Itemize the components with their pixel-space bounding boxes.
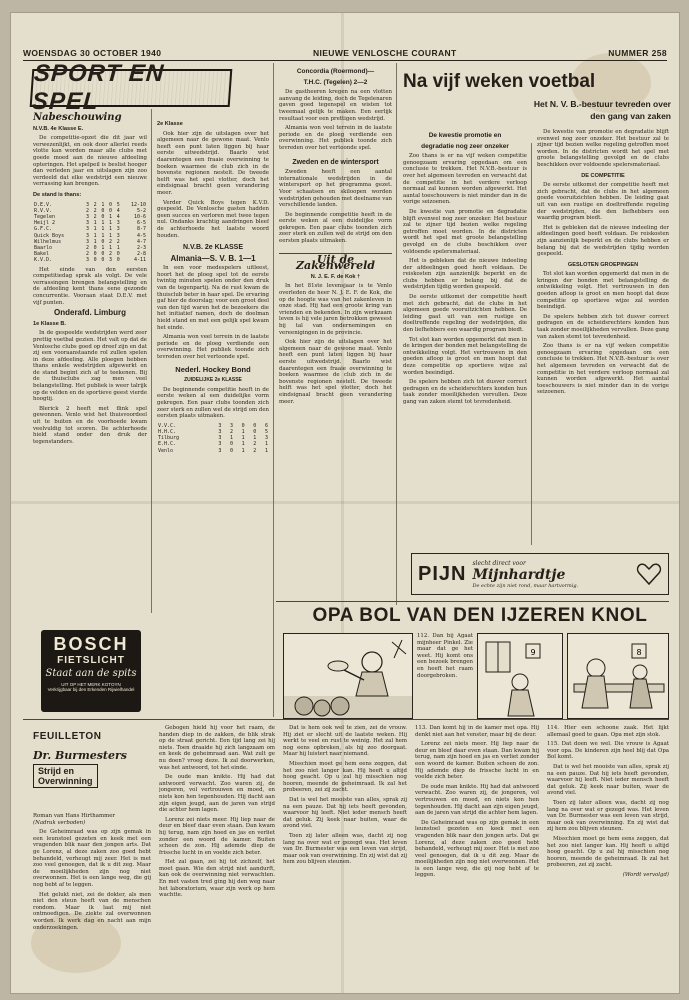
- concordia-heading-2: T.H.C. (Tegelen) 2—2: [303, 78, 368, 86]
- hockey-standings-table: [157, 423, 269, 454]
- standings-value: 1: [116, 244, 120, 251]
- sport-banner: SPORT EN SPEL: [30, 69, 233, 107]
- comic-panel-3: [567, 633, 669, 719]
- standings-value: 0: [101, 257, 105, 264]
- standings-value: 3: [218, 441, 222, 448]
- standings-title: De stand is thans:: [33, 191, 82, 198]
- standings-value: 1: [101, 220, 105, 227]
- voetbal-column-1: [403, 129, 527, 547]
- standings-value: 3: [218, 447, 222, 454]
- feuilleton-text-8b: Toen zij later alleen was, dacht zij nog lang na over wat er gezegd was. Het leven van Dr. Burmester was een leven van strijd, maar ook van overwinning. En zij wist dat zij hem zou blijven steunen.: [547, 799, 669, 833]
- feuilleton-text-2b: De oude man knikte. Hij had dat antwoord verwacht. Zoo waren zij, de jongeren, vol vertrouwen en moed, en niets kon hen tegenhouden. Hij dacht aan zijn eigen jeugd, aan de jaren van strijd die achter hem lagen.: [159, 774, 275, 814]
- sport-column-2: [157, 117, 269, 717]
- standings-value: 1: [229, 435, 233, 442]
- concordia-text: De gastheeren kregen na een vlotten aanvang de leiding, doch de Tegelenaren gaven goed tegenspel en wisten tot tweemaal gelijk te maken. Een eerlijk resultaat voor een prettigen wedstrijd.: [279, 89, 392, 122]
- standings-value: 0: [101, 238, 105, 245]
- standings-value: 3: [218, 435, 222, 442]
- standings-value: 3: [218, 428, 222, 435]
- standings-value: 4-5: [136, 232, 146, 239]
- comic-panel-number: 9: [530, 648, 536, 657]
- standings-value: 3: [116, 220, 120, 227]
- standings-value: 2: [85, 207, 89, 214]
- standings-value: 3: [109, 257, 113, 264]
- standings-value: 1: [109, 244, 113, 251]
- standings-value: 1: [93, 238, 97, 245]
- standings-value: 0: [253, 428, 257, 435]
- standings-team: E.H.C.: [158, 441, 177, 448]
- standings-value: 2-8: [136, 251, 146, 258]
- column-rule: [396, 63, 397, 605]
- almania-result-heading: Almania—S. V. B. 1—1: [170, 253, 256, 263]
- concordia-heading: Concordia (Roermond)—: [296, 68, 375, 75]
- standings-value: 1: [109, 220, 113, 227]
- standings-value: 1: [109, 232, 113, 239]
- klasse-2-heading: 2e Klasse: [157, 121, 183, 127]
- section-rule: [276, 601, 669, 602]
- voetbal-subheadline-1: Het N. V. B.-bestuur tevreden over: [533, 99, 671, 109]
- klasse-2-text: Ook hier zijn de uitslagen over het algemeen naar de gewone maat. Venlo heeft een punt laten liggen bij haar eerste uitwedstrijd. Baarlo wist daarentegen een fraaie overwinning te boeken waarmee de club zich in de bovenste regionen nestelt. De tweede helft was het spel vlotter, doch het eindsignaal bracht geen verandering meer.: [157, 130, 269, 196]
- column-rule: [531, 143, 532, 545]
- standings-value: 5: [116, 201, 120, 208]
- standings-team: R.V.V.: [34, 207, 53, 214]
- standings-value: 1: [241, 428, 245, 435]
- onderafd-text-2: Blerick 2 heeft met flink spel gewonnen. Venlo wist het thuisvoordeel uit te buiten en de voorhoede kwam veelvuldig tot scoren. De achterhoede hield stand onder den druk der tegenstanders.: [33, 405, 147, 445]
- onderafd-subheading: 1e Klasse B.: [33, 320, 66, 327]
- standings-team: Tilburg: [158, 435, 180, 442]
- voetbal-text-1b: Zoo thans is er na vijf weken competitie genoegzaam ervaring opgedaan om een conclusie te trekken. Het N.V.B.-bestuur is over het algemeen tevreden en verwacht dat de competitie in het verdere verloop normaal zal kunnen worden afgewerkt. Het aantal toeschouwers is niet minder dan in de vorige seizoenen.: [537, 343, 669, 396]
- nabeschouwing-subheading: N.V.B. 4e Klasse E.: [33, 125, 84, 132]
- voetbal-text-2b: De kwestie van promotie en degradatie blijft evenwel nog zeer onzeker. Het bestuur zal te zijner tijd bezien welke regeling getroffen moet worden. In de districten wordt het spel met groote belangstelling gevolgd en de clubs beschikken over voldoende spelersmateriaal.: [537, 129, 669, 168]
- standings-table: [33, 202, 147, 264]
- standings-value: 3: [85, 232, 89, 239]
- hockey-heading: Nederl. Hockey Bond: [175, 364, 251, 374]
- standings-value: 8-7: [136, 226, 146, 233]
- hockey-text: De beginnende competitie heeft in de eerste weken al een duidelijke vorm gekregen. Een paar clubs toonden zich zeer sterk en zullen wel de strijd om den eersten plaats uitmaken.: [157, 386, 269, 420]
- voetbal-text-5b: Tot slot kan worden opgemerkt dat men in de kringen der bonden met belangstelling de ontwikkeling volgt. Het vertrouwen in den goeden afloop is groot en men hoopt dat deze competitie op sportieve wijze zal worden beeindigd.: [537, 271, 669, 311]
- voetbal-text-3: Het is gebleken dat de nieuwe indeeling der afdeelingen goed heeft voldaan. De reiskosten zijn aanzienlijk beperkt en de clubs hebben er belang bij dat de wedstrijden tijdig worden gespeeld.: [403, 258, 527, 291]
- sport-column-3: [279, 65, 392, 595]
- heart-tablet-icon: [636, 562, 662, 586]
- pijn-tagline: De echte zijn niet rond, maar hartvormig.: [472, 582, 579, 589]
- standings-value: 2: [109, 251, 113, 258]
- bosch-fietslicht-ad: [41, 630, 141, 712]
- voetbal-text-6b: De spelers hebben zich tot dusver correct gedragen en de scheidsrechters konden hun taak zonder moeilijkheden vervullen. Deze gang van zaken stemt tot tevredenheid.: [537, 313, 669, 340]
- nabeschouwing-text-2: Het einde van den eersten competitiedag sprak als volgt. De vele verrassingen brengen belangstelling en de afdeeling kent thans eene gezonde concurrentie. Vooraan staat D.E.V. met vijf punten.: [33, 266, 147, 306]
- standings-value: 12-10: [130, 201, 146, 208]
- nvb-2e-klasse-heading: N.V.B. 2e KLASSE: [182, 244, 244, 252]
- standings-value: 1: [109, 213, 113, 220]
- standings-value: 0: [229, 441, 233, 448]
- comic-caption-113: 113. Dan komt hij in de kamer met opa. Hij denkt niet aan het venster, maar bij de deur.: [415, 725, 539, 738]
- standings-value: 2: [253, 447, 257, 454]
- standings-value: 3: [116, 232, 120, 239]
- standings-team: Baarlo: [34, 244, 53, 251]
- zakenwereld-text-2: Ook hier zijn de uitslagen over het algemeen naar de gewone maat. Venlo heeft een punt laten liggen bij haar eerste uitwedstrijd. Baarlo wist daarentegen een fraaie overwinning te boeken waarmee de club zich in de bovenste regionen nestelt. De tweede helft was het spel vlotter, doch het eindsignaal bracht geen verandering meer.: [279, 339, 392, 405]
- feuilleton-vervolg: (Wordt vervolgd): [622, 871, 669, 878]
- standings-value: 5-2: [136, 207, 146, 214]
- standings-value: 0: [116, 251, 120, 258]
- zweden-heading: Zweden en de wintersport: [292, 158, 379, 166]
- kwestie-heading-1: De kwestie promotie en: [428, 132, 502, 139]
- sport-column-1: [33, 111, 147, 621]
- standings-value: 6-5: [136, 220, 146, 227]
- standings-team: Heijl 2: [34, 220, 56, 227]
- voetbal-text-6: De spelers hebben zich tot dusver correct gedragen en de scheidsrechters konden hun taak zonder moeilijkheden vervullen. Deze gang van zaken stemt tot tevredenheid.: [403, 379, 527, 405]
- feuilleton-column-1: [33, 813, 151, 989]
- feuilleton-column-3: [283, 725, 407, 989]
- voetbal-text-4b: De eerste uitkomst der competitie heeft met zich gebracht, dat de clubs in het algemeen goede vooruitzichten hebben. De leiding gaat uit van een rustige en doeltreffende regeling der wedstrijden, die den liefhebbers een waardig program biedt.: [537, 182, 669, 222]
- standings-value: 2: [229, 428, 233, 435]
- standings-value: 2: [93, 201, 97, 208]
- voetbal-subheadline-2: den gang van zaken: [590, 111, 671, 121]
- comic-title: OPA BOL VAN DEN IJZEREN KNOL: [312, 605, 648, 626]
- bosch-dealer-line: Verkrijgbaar bij den Erkenden Rijwielhandel: [47, 687, 135, 692]
- comic-caption-115: 115. Dat doen we wel. Die vrouw is Agaat voor opa. De kinderen zijn heel blij dat Opa Bol komt.: [547, 741, 669, 761]
- feuilleton-column-2: [159, 725, 275, 989]
- onderafd-heading: Onderafd. Limburg: [54, 308, 126, 318]
- feuilleton-subtitle-1: Strijd en: [38, 766, 75, 776]
- almania-text-2: Almania won veel terrein in de laatste periode en de ploeg verdiende een overwinning. Het publiek toonde zich tevreden over het vertoonde spel.: [157, 334, 269, 360]
- standings-value: 1: [241, 441, 245, 448]
- standings-value: 0: [241, 422, 245, 429]
- mijnhardtje-ad: [411, 553, 669, 595]
- standings-value: 2: [93, 213, 97, 220]
- bosch-small-print: UIT OP HET MERK KOTOYN: [61, 682, 121, 687]
- voetbal-text-3b: Het is gebleken dat de nieuwe indeeling der afdeelingen goed heeft voldaan. De reiskosten zijn aanzienlijk beperkt en de clubs hebben er belang bij dat de wedstrijden tijdig worden gespeeld.: [537, 224, 669, 258]
- bosch-product: FIETSLICHT: [57, 655, 125, 666]
- competitie-heading: DE COMPETITIE: [581, 172, 625, 179]
- comic-panel-1: [283, 633, 413, 719]
- standings-value: 3: [264, 435, 268, 442]
- masthead-paper-name: NIEUWE VENLOSCHE COURANT: [312, 48, 457, 58]
- voetbal-text-4: De eerste uitkomst der competitie heeft met zich gebracht, dat de clubs in het algemeen goede vooruitzichten hebben. De leiding gaat uit van een rustige en doeltreffende regeling der wedstrijden, die den liefhebbers een waardig program biedt.: [403, 294, 527, 334]
- standings-team: D.E.V.: [34, 201, 53, 208]
- standings-value: 3: [85, 201, 89, 208]
- nabeschouwing-heading: Nabeschouwing: [33, 112, 122, 123]
- feuilleton-column-4: [415, 725, 539, 989]
- newspaper-page: [10, 12, 680, 994]
- standings-value: 1: [241, 435, 245, 442]
- zakenwereld-heading: Uit de Zakenwereld: [279, 253, 392, 270]
- standings-value: 1: [101, 201, 105, 208]
- standings-value: 2: [109, 238, 113, 245]
- standings-value: 6: [264, 422, 268, 429]
- zweden-text-2: De beginnende competitie heeft in de eerste weken al een duidelijke vorm gekregen. Een paar clubs toonden zich zeer sterk en zullen wel de strijd om den eersten plaats uitmaken.: [279, 211, 392, 245]
- standings-team: Bakel: [34, 251, 50, 258]
- standings-value: 1: [241, 447, 245, 454]
- standings-value: 4-7: [136, 238, 146, 245]
- standings-value: 1: [93, 232, 97, 239]
- comic-panel-number-2: 8: [636, 648, 642, 657]
- pijn-brand: Mijnhardtje: [472, 566, 566, 583]
- pijn-word: PIJN: [418, 562, 467, 585]
- almania-text: In een voor medespelers uitleest, hoort het de ploeg spel tot de eerste twintig minuten spelen onder den druk van de tegenpartij. Na de rust kwam de thuisclub beter in haar spel. De ervaring gaf hier de doorslag; voor een groot deel van den tijd waren het de bezoekers die het initiatief namen, doch de doelman hield stand en met een gelijk spel kwam het einde.: [157, 265, 269, 331]
- standings-value: 2: [116, 238, 120, 245]
- feuilleton-column-5: [547, 725, 669, 989]
- standings-value: 3: [85, 226, 89, 233]
- standings-team: V.V.C.: [158, 422, 177, 429]
- hockey-subheading: ZUIDELIJKE 2e KLASSE: [184, 377, 242, 384]
- standings-value: 0: [253, 422, 257, 429]
- feuilleton-text-4b: Misschien moet ge hem eens zeggen, dat het zoo niet langer kan. Hij heeft u altijd hoog geacht. Op u zal hij misschien nog hooren, meende de geheimraad. Ik zal het probeeren, zei zij zacht.: [283, 760, 407, 794]
- opa-bol-drawing-3: [568, 634, 669, 719]
- standings-value: 0: [109, 207, 113, 214]
- standings-value: 0: [109, 201, 113, 208]
- standings-team: G.F.C.: [34, 226, 53, 233]
- standings-team: Quick Boys: [34, 232, 65, 239]
- voetbal-text-2: De kwestie van promotie en degradatie blijft evenwel nog zeer onzeker. Het bestuur zal te zijner tijd bezien welke regeling getroffen moet worden. In de districten wordt het spel met groote belangstelling gevolgd en de clubs beschikken over voldoende spelersmateriaal.: [403, 208, 527, 255]
- standings-value: 0: [93, 257, 97, 264]
- standings-value: 1: [264, 447, 268, 454]
- masthead: [23, 43, 667, 61]
- feuilleton-title-block: [33, 749, 153, 809]
- feuilleton-text-3b: Het zal gaan, zei hij tot zichzelf, het moet gaan. Wie den strijd niet aandurft, kan ook de overwinning niet verwachten. En met vasten tred ging hij den weg naar het laboratorium, waar zijn werk op hem wachtte.: [159, 859, 275, 899]
- masthead-issue-number: NUMMER 258: [608, 48, 667, 58]
- column-rule: [151, 109, 152, 613]
- zakenwereld-text: In het 81ste levensjaar is te Venlo overleden de heer N. J. E. F. de Kok, die op de hoogte was van het zakenleven in onze stad. Hij had een groote kring van vrienden en bekenden. In zijn werkzaam leven is hij vele jaren betrokken geweest bij tal van ondernemingen en vereenigingen in de provincie.: [279, 283, 392, 336]
- pijn-claim: slecht direct voor: [472, 559, 526, 567]
- opa-bol-drawing-2: [478, 634, 563, 719]
- standings-value: 1: [93, 226, 97, 233]
- zakenwereld-subheading: N. J. E. F. de Kok †: [310, 273, 361, 280]
- feuilleton-text-1b: Het gelukt niet, zei de dokter, als men niet den steun heeft van de menschen rondom. Maar ik laat mij niet ontmoedigen. De ziekte zal overwonnen worden. Ik werk dag en nacht aan mijn onderzoekingen.: [33, 891, 151, 931]
- standings-team: H.H.C.: [158, 428, 177, 435]
- standings-row: [157, 448, 269, 454]
- section-rule: [23, 719, 669, 720]
- standings-value: 4: [116, 207, 120, 214]
- standings-value: 3: [116, 226, 120, 233]
- standings-team: Venlo: [158, 447, 174, 454]
- standings-value: 0: [101, 213, 105, 220]
- standings-value: 3: [85, 238, 89, 245]
- klasse-2-text-2: Verder Quick Boys tegen K.V.D. gespeeld. De Venlosche gasten hadden geen succes en verloren met twee tegen nul. Ondanks krachtig aandringen bleef de achterhoede het laatste woord houden.: [157, 199, 269, 239]
- nabeschouwing-text: De competitie-opzet die dit jaar wil verwezenlijkt, en ook door allerlei reeds vlotte kan worden maar alle clubs met goede moed aan de nieuwe afdeeling opteringen. Het spelpeil is beslist hooger dan verleden jaar en uitslagen zijn zoo verdeeld dat elke wedstrijd een nieuwe verrassing kan brengen.: [33, 135, 147, 188]
- concordia-text-2: Almania won veel terrein in de laatste periode en de ploeg verdiende een overwinning. Het publiek toonde zich tevreden over het vertoonde spel.: [279, 125, 392, 151]
- masthead-date: WOENSDAG 30 OCTOBER 1940: [23, 48, 162, 58]
- standings-team: Tegelen: [34, 213, 56, 220]
- standings-value: 3: [85, 257, 89, 264]
- standings-value: 0: [116, 257, 120, 264]
- comic-caption-112: 112. Dan bij Agaat mijnheer Pinkel. Zie maar dat ge het weet. Hij komt ons een bezoek brengen en heeft het raam doorgebroken.: [417, 633, 473, 679]
- feuilleton-text-6: Lorenz zei niets meer. Hij liep naar de deur en bleef daar even staan. Dan kwam hij terug, nam zijn hoed en jas en verliet zonder een woord de kamer. Buiten scheen de zon. Hij ademde diep de frissche lucht in en voelde zich beter.: [415, 741, 539, 781]
- standings-value: 1: [101, 244, 105, 251]
- voetbal-headline: Na vijf weken voetbal: [403, 71, 596, 92]
- feuilleton-text-3: Lorenz zei niets meer. Hij liep naar de deur en bleef daar even staan. Dan kwam hij terug, nam zijn hoed en jas en verliet zonder een woord de kamer. Buiten scheen de zon. Hij ademde diep de frissche lucht in en voelde zich beter.: [159, 816, 275, 856]
- zweden-text: Zweden heeft een aantal internationale wedstrijden in de wintersport op het programma gezet. Voor schaatsen en skiloopen worden wedstrijden gehouden met deelname van verschillende landen.: [279, 169, 392, 209]
- standings-value: 5: [264, 428, 268, 435]
- feuilleton-subtitle-2: Overwinning: [38, 776, 93, 786]
- feuilleton-text-1: De Geheimraad was op zijn gemak in een leunstoel gezeten en keek met een vragenden blik naar den jongen arts. Dat ge Lorenz, al deze zaken zoo goed hebt behandeld, verheugt mij zeer. Het is met zoo veel genoegen, dat ik u dit zeg. Maar de moeilijkheden zijn nog niet overwonnen. Het is een lange weg, die gij nog hebt af te leggen.: [33, 829, 151, 888]
- standings-value: 2: [85, 251, 89, 258]
- feuilleton-text-4: Dat is hem ook wel te zien, zei de vrouw. Hij ziet er slecht uit de laatste weken. Hij werkt te veel en rust te weinig. Het zal hem nog eens opbreken, als hij zoo doorgaat. Maar hij luistert naar niemand.: [283, 725, 407, 758]
- feuilleton-text-7: De Geheimraad was op zijn gemak in een leunstoel gezeten en keek met een vragenden blik naar den jongen arts. Dat ge Lorenz, al deze zaken zoo goed hebt behandeld, verheugt mij zeer. Het is met zoo veel genoegen, dat ik u dit zeg. Maar de moeilijkheden zijn nog niet overwonnen. Het is een lange weg, die gij nog hebt af te leggen.: [415, 819, 539, 879]
- standings-value: 2: [93, 207, 97, 214]
- standings-value: 10-6: [133, 213, 146, 220]
- voetbal-column-2: [537, 129, 669, 547]
- feuilleton-text-6b: De oude man knikte. Hij had dat antwoord verwacht. Zoo waren zij, de jongeren, vol vertrouwen en moed, en niets kon hen tegenhouden. Hij dacht aan zijn eigen jeugd, aan de jaren van strijd die achter hem lagen.: [415, 783, 539, 817]
- standings-value: 2: [253, 441, 257, 448]
- standings-value: 1: [101, 232, 105, 239]
- feuilleton-text-5: Dat is wel het mooiste van alles, sprak zij na een pauze. Dat hij iets heeft gevonden, waarvoor hij leeft. Niet ieder mensch heeft dat geluk. Zij keek naar buiten, waar de avond viel.: [283, 796, 407, 830]
- voetbal-text-1: Zoo thans is er na vijf weken competitie genoegzaam ervaring opgedaan om een conclusie te trekken. Het N.V.B.-bestuur is over het algemeen tevreden en verwacht dat de competitie in het verdere verloop normaal zal kunnen worden afgewerkt. Het aantal toeschouwers is niet minder dan in de vorige seizoenen.: [403, 153, 527, 206]
- standings-team: K.V.D.: [34, 257, 53, 264]
- standings-team: Wilhelmus: [34, 238, 62, 245]
- standings-value: 0: [93, 251, 97, 258]
- standings-value: 1: [253, 435, 257, 442]
- kwestie-heading-2: degradatie nog zeer onzeker: [421, 142, 509, 150]
- standings-value: 4-11: [133, 257, 146, 264]
- standings-value: 0: [101, 207, 105, 214]
- opa-bol-drawing-1: [284, 634, 413, 719]
- bosch-brand: BOSCH: [53, 634, 129, 654]
- standings-value: 3: [85, 220, 89, 227]
- feuilleton-label: FEUILLETON: [33, 731, 102, 742]
- standings-value: 2: [85, 244, 89, 251]
- standings-row: [33, 257, 147, 263]
- standings-value: 0: [101, 251, 105, 258]
- column-rule: [273, 63, 274, 717]
- standings-value: 0: [229, 447, 233, 454]
- voetbal-text-5: Tot slot kan worden opgemerkt dat men in de kringen der bonden met belangstelling de ontwikkeling volgt. Het vertrouwen in den goeden afloop is groot en men hoopt dat deze competitie op sportieve wijze zal worden beeindigd.: [403, 336, 527, 376]
- feuilleton-text-2: Gebogen hield hij voor het raam, de handen diep in de zakken, de blik strak op de straat gericht. Een tijd lang zei hij niets. Toen draaide hij zich langzaam om en keek de geheimraad aan. Wat zult ge nu doen? vroeg deze. Ik zal doorwerken, was het antwoord, tot het einde.: [159, 725, 275, 771]
- onderafd-text: In de gespeelde wedstrijden werd zeer prettig voetbal gezien. Het valt op dat de Venlosche clubs goed op dreef zijn en dat zij een vooraanstaande rol zullen spelen in deze afdeeling. Alle ploegen hebben thans enkele wedstrijden afgewerkt en de stand begint zich af te teekenen. Bij de thuisclubs zag men veel belangstelling. Het publiek is weer talrijk op de velden en de sportieve geest vierde hoogtij.: [33, 330, 147, 403]
- feuilleton-credit-2: (Nadruk verboden): [33, 819, 86, 826]
- feuilleton-text-8: Dat is wel het mooiste van alles, sprak zij na een pauze. Dat hij iets heeft gevonden, waarvoor hij leeft. Niet ieder mensch heeft dat geluk. Zij keek naar buiten, waar de avond viel.: [547, 763, 669, 797]
- bosch-slogan: Staat aan de spits: [45, 668, 137, 679]
- standings-value: 1: [93, 220, 97, 227]
- feuilleton-title: Dr. Burmesters: [33, 749, 127, 762]
- standings-value: 3: [85, 213, 89, 220]
- standings-value: 2-3: [136, 244, 146, 251]
- standings-value: 1: [101, 226, 105, 233]
- feuilleton-text-9: Misschien moet ge hem eens zeggen, dat het zoo niet langer kan. Hij heeft u altijd hoog geacht. Op u zal hij misschien nog hooren, meende de geheimraad. Ik zal het probeeren, zei zij zacht.: [547, 835, 669, 869]
- standings-value: 1: [109, 226, 113, 233]
- standings-value: 1: [264, 441, 268, 448]
- feuilleton-credit: Roman van Hans Hirthammer: [33, 813, 115, 819]
- comic-panel-2: [477, 633, 563, 719]
- comic-caption-114: 114. Hier een schoone zaak. Het lijkt allemaal goed te gaan. Opa met zijn stok.: [547, 725, 669, 738]
- gesloten-groepingen-heading: GESLOTEN GROEPINGEN: [567, 261, 639, 268]
- feuilleton-text-5b: Toen zij later alleen was, dacht zij nog lang na over wat er gezegd was. Het leven van Dr. Burmester was een leven van strijd, maar ook van overwinning. En zij wist dat zij hem zou blijven steunen.: [283, 832, 407, 866]
- standings-value: 4: [116, 213, 120, 220]
- standings-value: 3: [218, 422, 222, 429]
- standings-value: 0: [93, 244, 97, 251]
- standings-value: 3: [229, 422, 233, 429]
